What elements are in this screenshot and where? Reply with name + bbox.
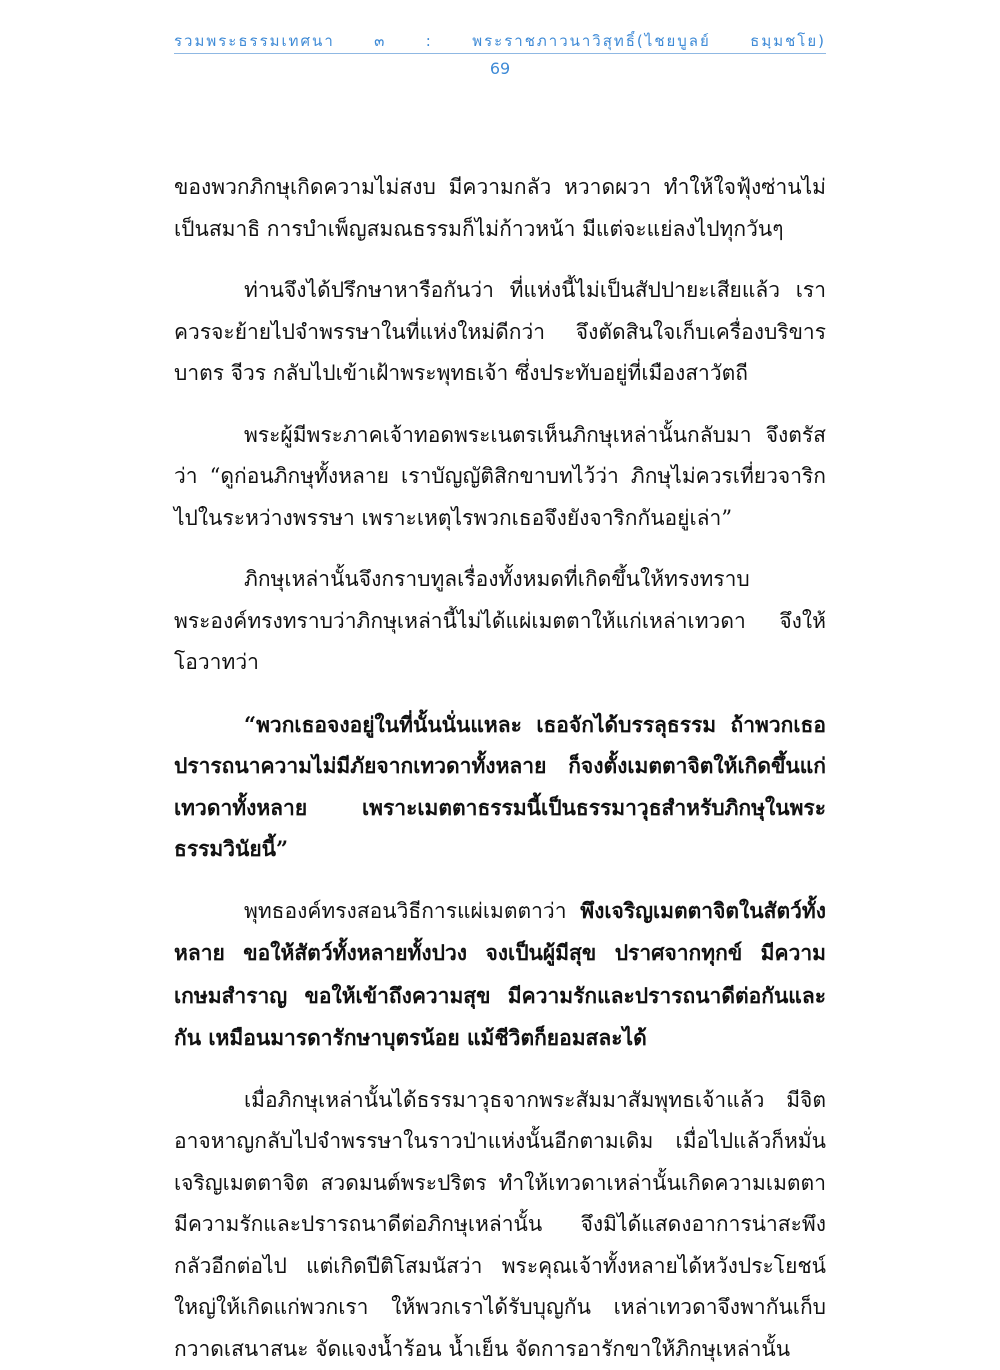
body-text — [174, 167, 826, 1370]
paragraph-1: ของพวกภิกษุเกิดความไม่สงบ มีความกลัว หวาดผวา ทำให้ใจฟุ้งซ่านไม่เป็นสมาธิ การบำเพ็ญสมณธรรมก็ไม่ก้าวหน้า มีแต่จะแย่ลงไปทุกวันๆ — [174, 167, 826, 250]
buddha-quote-paragraph: “พวกเธอจงอยู่ในที่นั้นนั่นแหละ เธอจักได้บรรลุธรรม ถ้าพวกเธอปรารถนาความไม่มีภัยจากเทวดาทั้งหลาย ก็จงตั้งเมตตาจิตให้เกิดขึ้นแก่เทวดาทั้งหลาย เพราะเมตตาธรรมนี้เป็นธรรมาวุธสำหรับภิกษุในพระธรรมวินัยนี้” — [174, 704, 826, 870]
paragraph-7: เมื่อภิกษุเหล่านั้นได้ธรรมาวุธจากพระสัมมาสัมพุทธเจ้าแล้ว มีจิตอาจหาญกลับไปจำพรรษาในราวป่าแห่งนั้นอีกตามเดิม เมื่อไปแล้วก็หมั่นเจริญเมตตาจิต สวดมนต์พระปริตร ทำให้เทวดาเหล่านั้นเกิดความเมตตา มีความรักและปรารถนาดีต่อภิกษุเหล่านั้น จึงมิได้แสดงอาการน่าสะพึงกลัวอีกต่อไป แต่เกิดปีติโสมนัสว่า พระคุณเจ้าทั้งหลายได้หวังประโยชน์ใหญ่ให้เกิดแก่พวกเรา ให้พวกเราได้รับบุญกัน เหล่าเทวดาจึงพากันเก็บกวาดเสนาสนะ จัดแจงน้ำร้อน น้ำเย็น จัดการอารักขาให้ภิกษุเหล่านั้น — [174, 1080, 826, 1370]
paragraph-3: พระผู้มีพระภาคเจ้าทอดพระเนตรเห็นภิกษุเหล่านั้นกลับมา จึงตรัสว่า “ดูก่อนภิกษุทั้งหลาย เราบัญญัติสิกขาบทไว้ว่า ภิกษุไม่ควรเที่ยวจาริกไปในระหว่างพรรษา เพราะเหตุไรพวกเธอจึงยังจาริกกันอยู่เล่า” — [174, 415, 826, 540]
running-header: รวมพระธรรมเทศนา ๓ : พระราชภาวนาวิสุทธิ์(ไชยบูลย์ ธมฺมชโย) — [174, 31, 826, 54]
paragraph-4: ภิกษุเหล่านั้นจึงกราบทูลเรื่องทั้งหมดที่เกิดขึ้นให้ทรงทราบ พระองค์ทรงทราบว่าภิกษุเหล่านี้ไม่ได้แผ่เมตตาให้แก่เหล่าเทวดา จึงให้โอวาทว่า — [174, 559, 826, 684]
page-number: 69 — [0, 58, 1000, 80]
paragraph-2: ท่านจึงได้ปรึกษาหารือกันว่า ที่แห่งนี้ไม่เป็นสัปปายะเสียแล้ว เราควรจะย้ายไปจำพรรษาในที่แห่งใหม่ดีกว่า จึงตัดสินใจเก็บเครื่องบริขาร บาตร จีวร กลับไปเข้าเฝ้าพระพุทธเจ้า ซึ่งประทับอยู่ที่เมืองสาวัตถี — [174, 270, 826, 395]
metta-intro-text: พุทธองค์ทรงสอนวิธีการแผ่เมตตาว่า — [244, 899, 580, 923]
metta-bold-text: พึงเจริญเมตตาจิตในสัตว์ทั้งหลาย ขอให้สัตว์ทั้งหลายทั้งปวง จงเป็นผู้มีสุข ปราศจากทุกข์ มีความเกษมสำราญ ขอให้เข้าถึงความสุข มีความรักและปรารถนาดีต่อกันและกัน เหมือนมารดารักษาบุตรน้อย แม้ชีวิตก็ยอมสละได้ — [174, 898, 826, 1051]
paragraph-6 — [174, 890, 826, 1060]
